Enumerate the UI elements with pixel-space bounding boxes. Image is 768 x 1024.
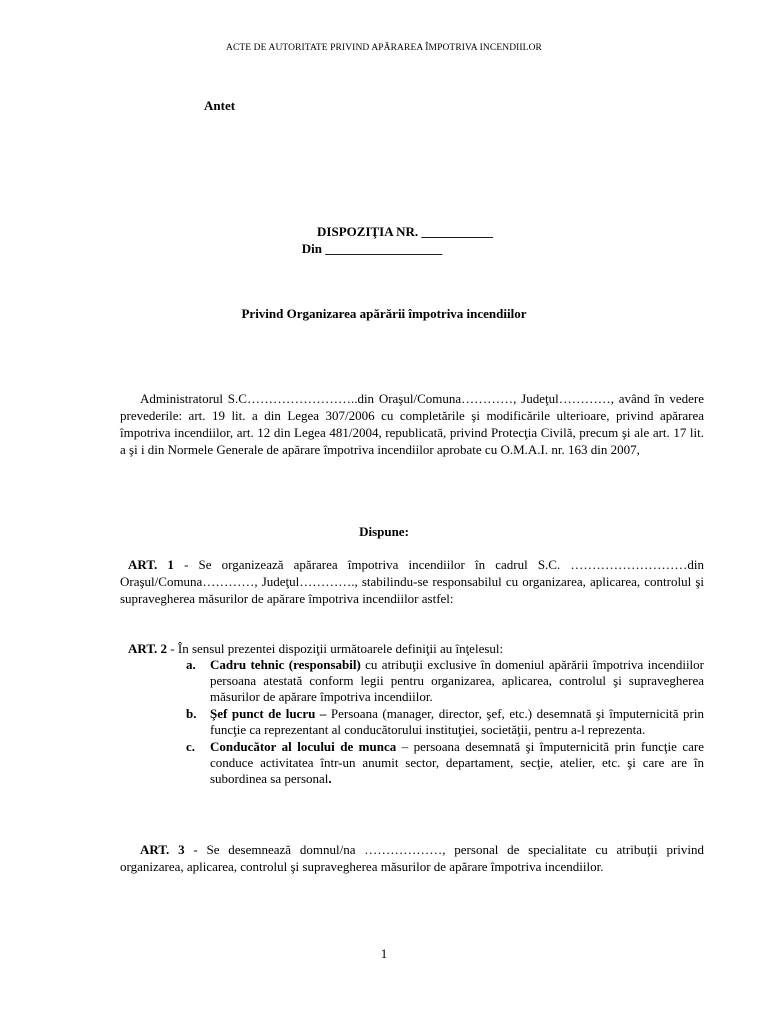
definition-letter: b. bbox=[186, 706, 197, 721]
article-2 bbox=[120, 640, 704, 657]
definition-text: – persoana desemnată şi împuternicită prin funcţie care conduce activitatea într-un anumit sector, departament, secţie, atelier, etc. şi care are în subordinea sa personal bbox=[210, 739, 705, 786]
disposition-number: DISPOZIŢIA NR. ___________ bbox=[317, 224, 493, 239]
definition-text: Persoana (manager, director, şef, etc.) desemnată şi împuternicită prin funcţie ca reprezentant al conducătorului instituţiei, societăţii, pentru a-l reprezenta. bbox=[210, 706, 704, 737]
page-number: 1 bbox=[380, 946, 388, 961]
definition-item bbox=[186, 739, 704, 787]
article-1-text: - Se organizează apărarea împotriva incendiilor în cadrul S.C. ………………………din Oraşul/Comuna…………, Judeţul…………., stabilindu-se responsabilul cu organizarea, aplicarea, controlul şi supravegherea măsurilor de apărare împotriva incendiilor astfel: bbox=[120, 557, 704, 606]
definition-text: cu atribuţii exclusive în domeniul apărării împotriva incendiilor persoana atestată conform legii pentru organizarea, aplicarea, controlul şi supravegherea măsurilor de apărare împotriva incendiilor. bbox=[210, 657, 705, 704]
definition-letter: c. bbox=[186, 739, 196, 754]
definitions-list bbox=[186, 657, 704, 788]
definition-item bbox=[186, 657, 704, 705]
definition-term: Cadru tehnic (responsabil) bbox=[210, 657, 361, 672]
definition-end: . bbox=[328, 771, 332, 786]
document-subject: Privind Organizarea apărării împotriva incendiilor bbox=[241, 306, 527, 321]
article-2-text: - În sensul prezentei dispoziţii următoarele definiţii au înţelesul: bbox=[167, 641, 504, 656]
disposition-date: Din __________________ bbox=[301, 241, 443, 256]
antet-label: Antet bbox=[204, 98, 236, 113]
definition-term: Şef punct de lucru – bbox=[210, 706, 327, 721]
disposition-title bbox=[0, 223, 768, 257]
definition-letter: a. bbox=[186, 657, 196, 672]
article-2-label: ART. 2 bbox=[128, 641, 168, 656]
article-1-label: ART. 1 bbox=[128, 557, 174, 572]
article-3 bbox=[120, 841, 704, 875]
running-header: ACTE DE AUTORITATE PRIVIND APĂRAREA ÎMPOTRIVA INCENDIILOR bbox=[226, 43, 542, 53]
article-3-label: ART. 3 bbox=[140, 842, 185, 857]
article-1 bbox=[120, 556, 704, 607]
definition-term: Conducător al locului de munca bbox=[210, 739, 397, 754]
definition-item bbox=[186, 706, 704, 738]
dispune-heading: Dispune: bbox=[359, 524, 409, 539]
article-3-text: - Se desemnează domnul/na ………………, personal de specialitate cu atribuţii privind organizarea, aplicarea, controlul şi supravegherea măsurilor de apărare împotriva incendiilor. bbox=[120, 842, 704, 874]
intro-paragraph: Administratorul S.C……………………..din Oraşul/Comuna…………, Judeţul…………, având în vedere prevederile: art. 19 lit. a din Legea 307/2006 cu completările şi modificările ulterioare, privind apărarea împotriva incendiilor, art. 12 din Legea 481/2004, republicată, privind Protecţia Civilă, precum şi ale art. 17 lit. a şi i din Normele Generale de apărare împotriva incendiilor aprobate cu O.M.A.I. nr. 163 din 2007, bbox=[120, 391, 704, 457]
